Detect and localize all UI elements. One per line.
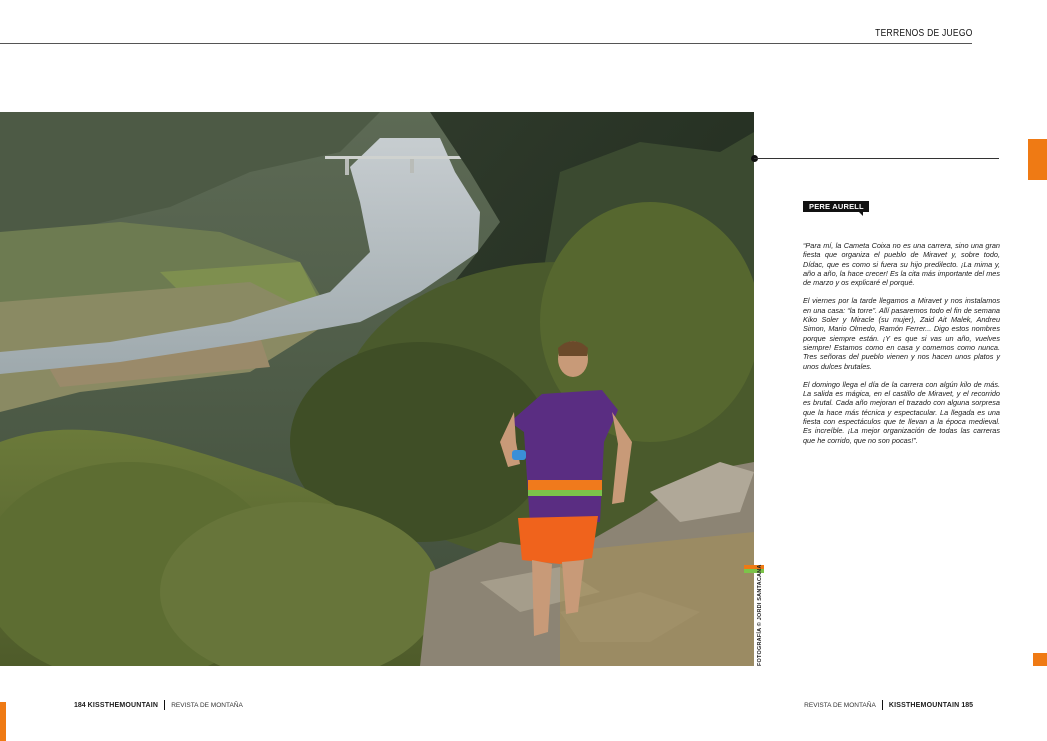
page-edge-marker xyxy=(1033,653,1047,666)
footer-separator xyxy=(882,700,883,710)
footer-right xyxy=(804,700,973,710)
author-tag: PERE AURELL xyxy=(803,201,869,212)
brand-name-left: KISSTHEMOUNTAIN xyxy=(87,701,159,709)
magazine-name-left: REVISTA DE MONTAÑA xyxy=(171,701,243,709)
left-page-edge-tab xyxy=(0,702,6,741)
section-title: TERRENOS DE JUEGO xyxy=(875,28,973,39)
footer-separator xyxy=(164,700,165,710)
brand-name-right: KISSTHEMOUNTAIN xyxy=(888,701,960,709)
quote-paragraph: El domingo llega el día de la carrera con algún kilo de más. La salida es mágica, en el castillo de Miravet, y el recorrido es brutal. Cada año mejoran el trazado con alguna sorpresa que la hace más técnica y espectacular. La llegada es una fiesta con espectáculos que te llevan a la época medieval. Es increíble. ¡La mejor organización de todas las carreras que he corrido, que no son pocas!”. xyxy=(803,379,1000,445)
quote-body xyxy=(803,241,1000,454)
page-number-left: 184 xyxy=(74,701,86,709)
sidebar-rule xyxy=(754,158,999,159)
page-edge-tab xyxy=(1028,139,1047,180)
footer-left xyxy=(74,700,243,710)
photo-credit: FOTOGRAFÍA © JORDI SANTACANA xyxy=(757,564,763,666)
header-rule xyxy=(0,43,972,44)
quote-paragraph: El viernes por la tarde llegamos a Miravet y nos instalamos en una casa: “la torre”. Allí pasaremos todo el fin de semana Kiko Soler y Miracle (su mujer), Zaid Ait Malek, Andreu Simon, Mario Olmedo, Ramón Ferrer... Digo estos nombres porque siempre están. ¡Y es que si vas un año, vuelves siempre! Estamos como en casa y comemos como nunca. Tres señoras del pueblo vienen y nos hacen unos platos y unos dulces brutales. xyxy=(803,296,1000,371)
page-number-right: 185 xyxy=(961,701,973,709)
quote-paragraph: “Para mí, la Cameta Coixa no es una carrera, sino una gran fiesta que organiza el pueblo de Miravet y, sobre todo, Dídac, que es como si fuera su hijo predilecto. ¡La mima y, año a año, la hace crecer! Es la cita más importante del mes de marzo y os explicaré el porqué. xyxy=(803,241,1000,288)
magazine-name-right: REVISTA DE MONTAÑA xyxy=(804,701,876,709)
trail-runner-photo xyxy=(0,112,754,666)
